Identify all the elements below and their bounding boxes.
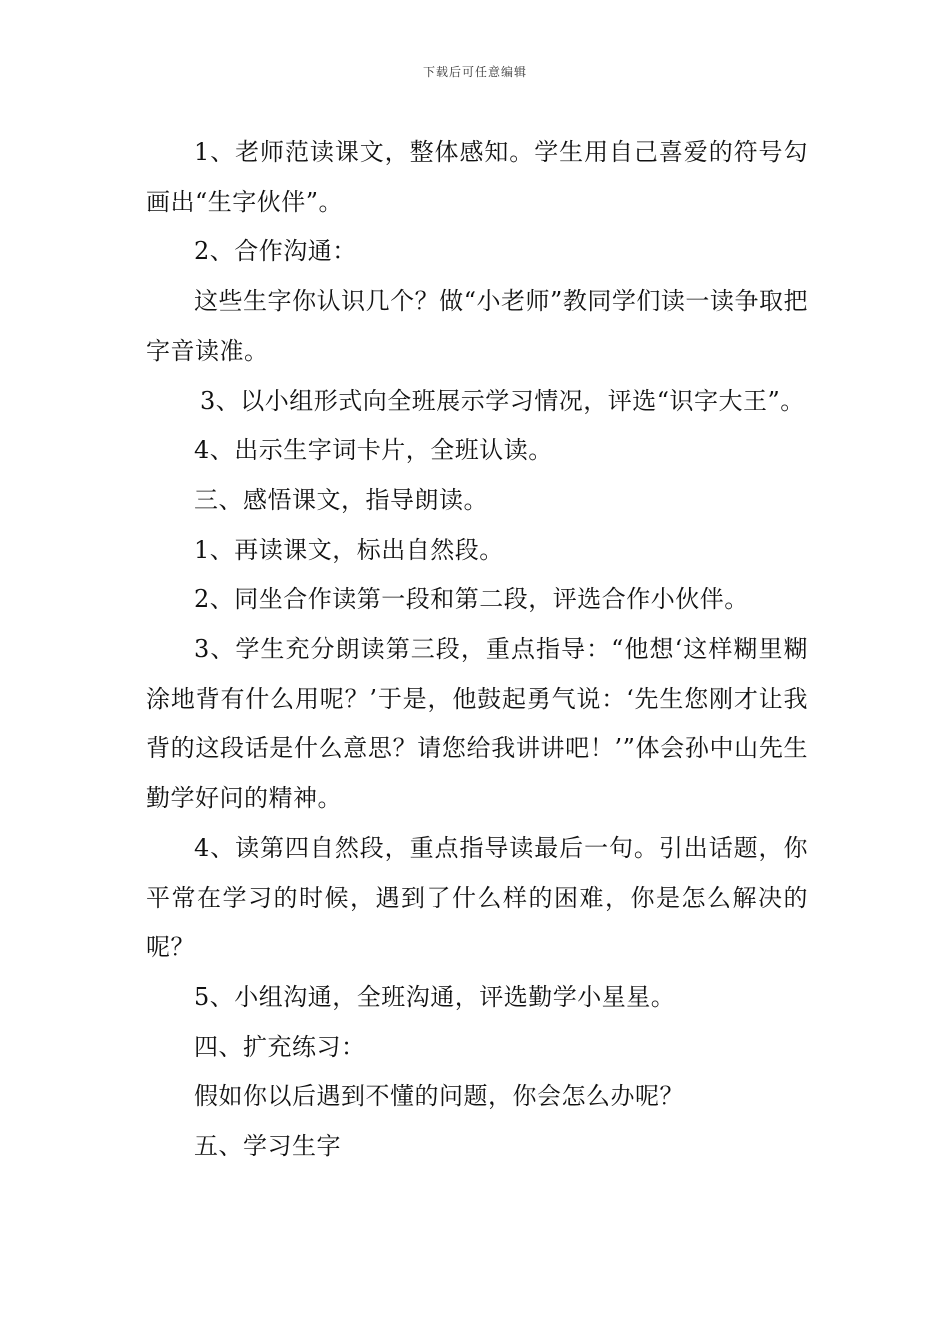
section-heading: 四、扩充练习： xyxy=(194,1032,366,1061)
page-header: 下载后可任意编辑 xyxy=(422,65,527,79)
paragraph: 1、再读课文，标出自然段。 xyxy=(194,535,504,564)
paragraph: 2、合作沟通： xyxy=(194,237,357,266)
paragraph: 假如你以后遇到不懂的问题，你会怎么办呢？ xyxy=(194,1082,684,1111)
paragraph: 4、出示生字词卡片，全班认读。 xyxy=(194,436,553,465)
paragraph: 3、以小组形式向全班展示学习情况，评选“识字大王”。 xyxy=(200,386,805,415)
paragraph: 2、同坐合作读第一段和第二段，评选合作小伙伴。 xyxy=(194,585,749,614)
section-heading: 五、学习生字 xyxy=(194,1132,341,1161)
paragraph: 3、学生充分朗读第三段，重点指导：“他想‘这样糊里糊涂地背有什么用呢？’于是，他鼓起勇气说：‘先生您刚才让我背的这段话是什么意思？请您给我讲讲吧！’”体会孙中山先生勤学好问的精神。 xyxy=(146,635,808,813)
section-heading: 三、感悟课文，指导朗读。 xyxy=(194,485,488,514)
document-body xyxy=(146,128,808,1172)
paragraph: 这些生字你认识几个？做“小老师”教同学们读一读争取把字音读准。 xyxy=(146,287,808,365)
paragraph: 1、老师范读课文，整体感知。学生用自己喜爱的符号勾画出“生字伙伴”。 xyxy=(146,138,808,216)
paragraph: 5、小组沟通，全班沟通，评选勤学小星星。 xyxy=(194,982,676,1011)
paragraph: 4、读第四自然段，重点指导读最后一句。引出话题，你平常在学习的时候，遇到了什么样的困难，你是怎么解决的呢？ xyxy=(146,833,808,962)
